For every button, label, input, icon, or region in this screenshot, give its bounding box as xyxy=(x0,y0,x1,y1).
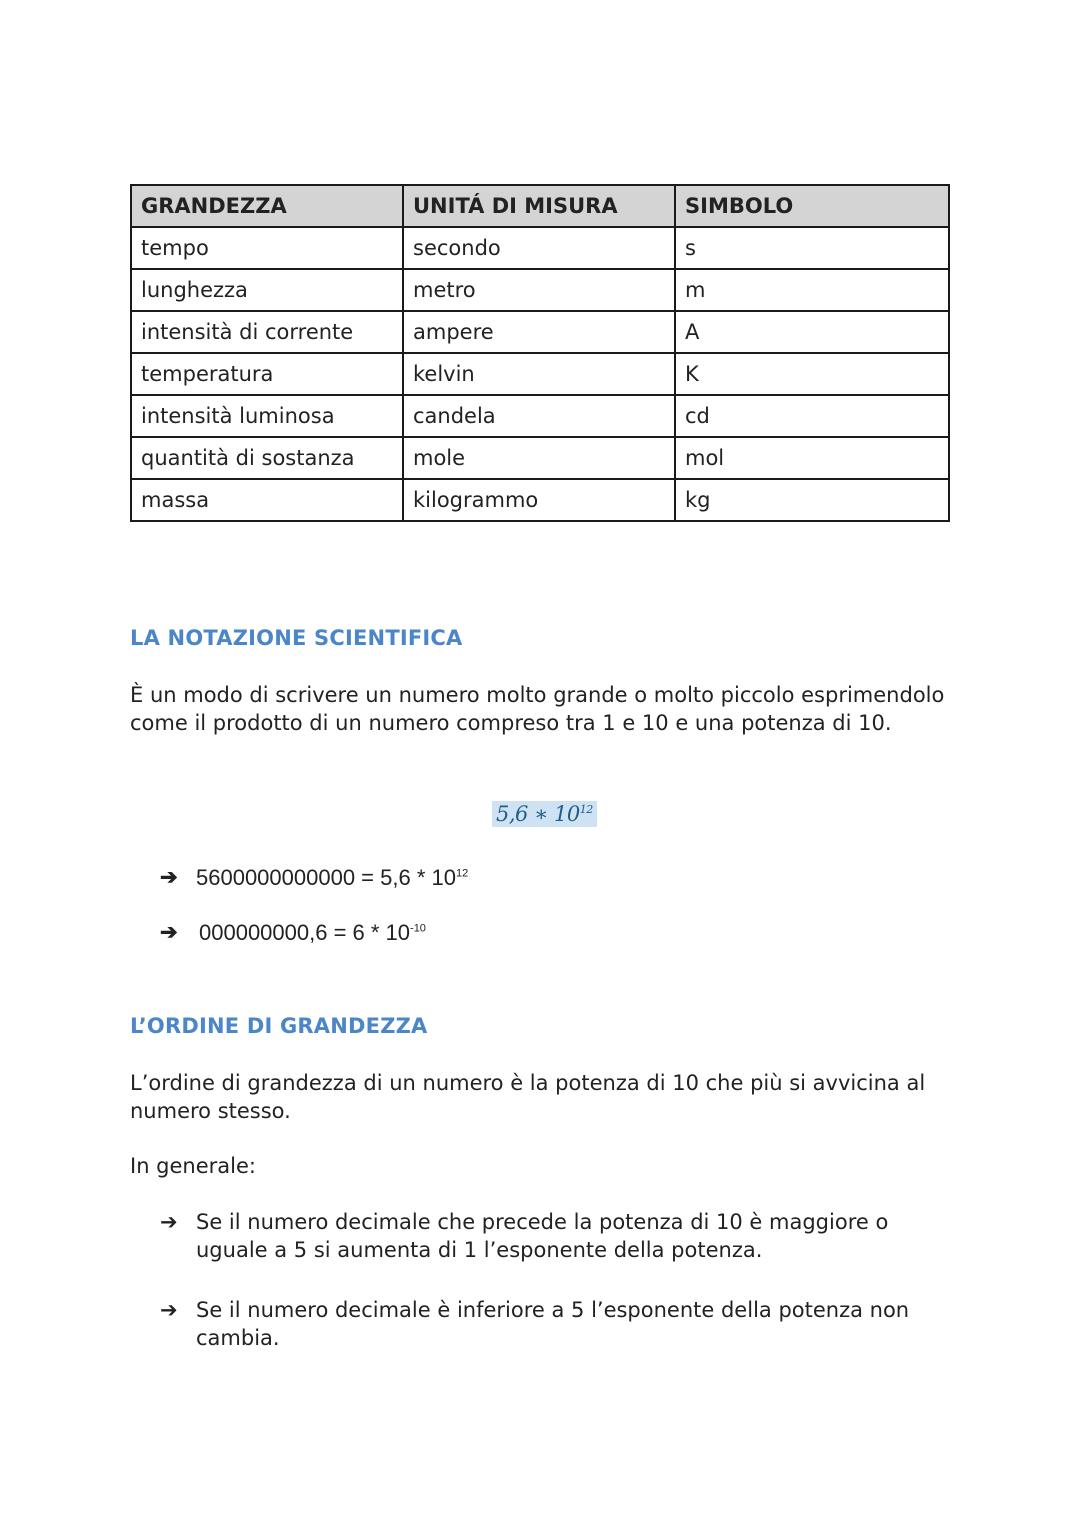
table-row xyxy=(131,227,949,269)
table-cell: kelvin xyxy=(403,353,675,395)
table-cell: kilogrammo xyxy=(403,479,675,521)
example-item xyxy=(160,864,960,892)
section-heading-ordine: L’ORDINE DI GRANDEZZA xyxy=(130,1014,428,1038)
table-cell: intensità di corrente xyxy=(131,311,403,353)
table-cell: mol xyxy=(675,437,949,479)
table-cell: ampere xyxy=(403,311,675,353)
table-cell: quantità di sostanza xyxy=(131,437,403,479)
table-cell: metro xyxy=(403,269,675,311)
units-table xyxy=(130,184,950,522)
arrow-bullet-icon: ➔ xyxy=(160,1210,178,1234)
table-cell: lunghezza xyxy=(131,269,403,311)
table-cell: massa xyxy=(131,479,403,521)
example-text: 000000000,6 = 6 * 10 xyxy=(199,920,411,945)
table-cell: cd xyxy=(675,395,949,437)
rule-text: Se il numero decimale è inferiore a 5 l’esponente della potenza non cambia. xyxy=(196,1298,910,1350)
arrow-bullet-icon: ➔ xyxy=(160,866,178,889)
table-row xyxy=(131,353,949,395)
table-cell: intensità luminosa xyxy=(131,395,403,437)
table-row xyxy=(131,395,949,437)
table-cell: candela xyxy=(403,395,675,437)
formula-exponent: 12 xyxy=(579,803,593,816)
table-cell: secondo xyxy=(403,227,675,269)
table-row xyxy=(131,311,949,353)
example-exponent: 12 xyxy=(455,867,469,880)
rule-text: Se il numero decimale che precede la potenza di 10 è maggiore o uguale a 5 si aumenta di 1 l’esponente della potenza. xyxy=(196,1210,889,1262)
table-row xyxy=(131,479,949,521)
arrow-bullet-icon: ➔ xyxy=(160,1298,178,1322)
rule-item xyxy=(160,1296,960,1352)
formula-base: 5,6 ∗ 10 xyxy=(496,802,580,826)
table-cell: tempo xyxy=(131,227,403,269)
table-cell: mole xyxy=(403,437,675,479)
arrow-bullet-icon: ➔ xyxy=(160,921,178,944)
table-row xyxy=(131,437,949,479)
table-cell: s xyxy=(675,227,949,269)
rule-item xyxy=(160,1208,960,1264)
table-row xyxy=(131,269,949,311)
header-unita: UNITÁ DI MISURA xyxy=(403,185,675,227)
table-cell: A xyxy=(675,311,949,353)
table-cell: kg xyxy=(675,479,949,521)
table-cell: temperatura xyxy=(131,353,403,395)
table-header-row xyxy=(131,185,949,227)
table-cell: K xyxy=(675,353,949,395)
example-exponent: -10 xyxy=(410,922,426,935)
ordine-paragraph: L’ordine di grandezza di un numero è la potenza di 10 che più si avvicina al numero stesso. xyxy=(130,1071,926,1123)
header-grandezza: GRANDEZZA xyxy=(131,185,403,227)
ordine-intro: In generale: xyxy=(130,1154,256,1178)
table-cell: m xyxy=(675,269,949,311)
notazione-paragraph: È un modo di scrivere un numero molto grande o molto piccolo esprimendolo come il prodotto di un numero compreso tra 1 e 10 e una potenza di 10. xyxy=(130,683,945,735)
section-heading-notazione: LA NOTAZIONE SCIENTIFICA xyxy=(130,626,463,650)
example-item xyxy=(160,919,960,947)
example-text: 5600000000000 = 5,6 * 10 xyxy=(196,865,456,890)
header-simbolo: SIMBOLO xyxy=(675,185,949,227)
highlighted-formula xyxy=(492,801,597,827)
